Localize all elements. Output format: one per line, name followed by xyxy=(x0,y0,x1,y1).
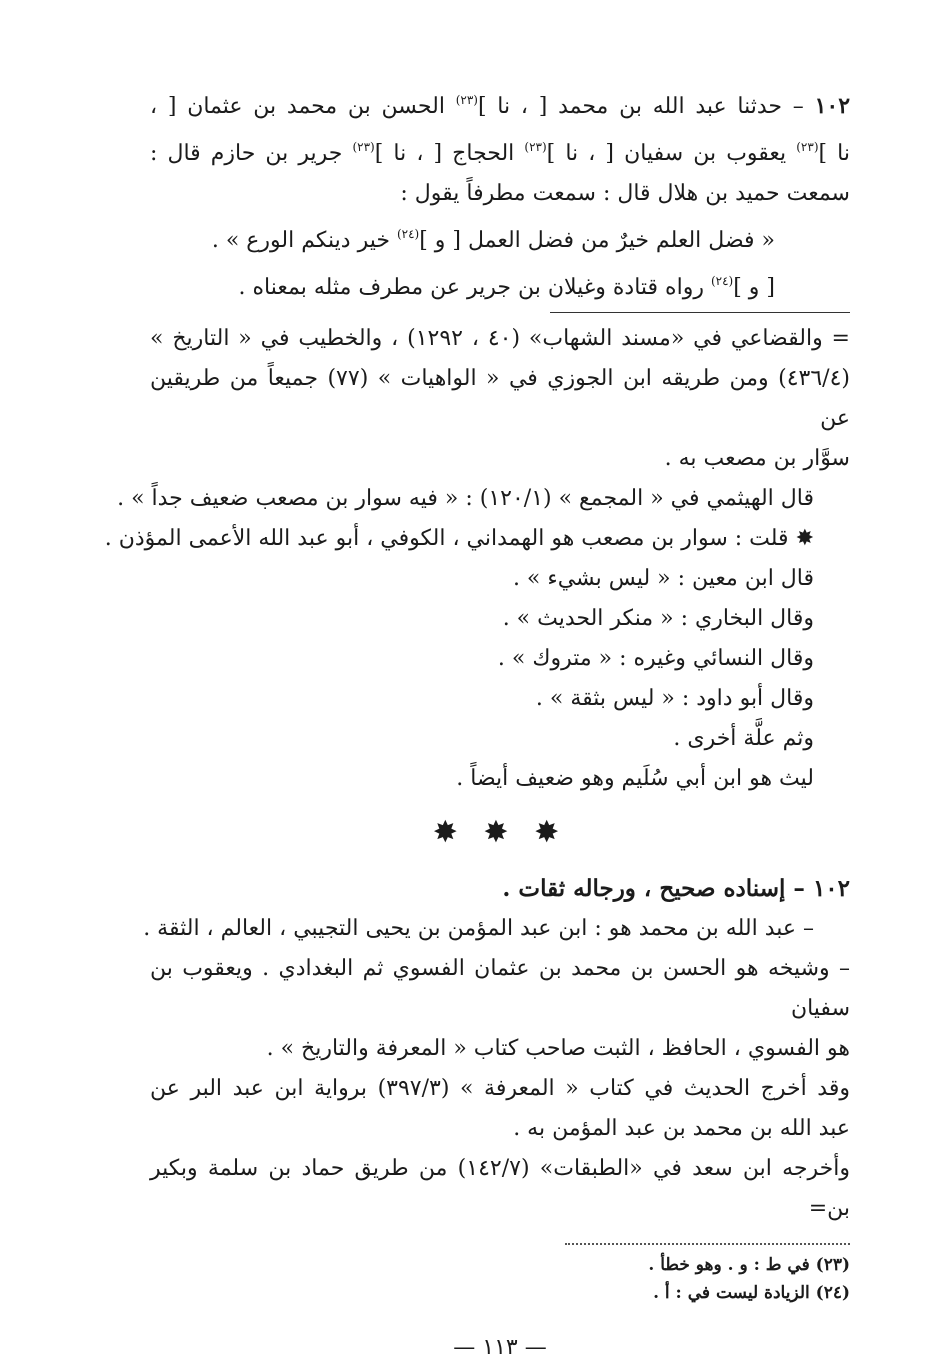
hadith-number: ١٠٢ xyxy=(814,93,851,119)
commentary-line: = والقضاعي في «مسند الشهاب» (٤٠ ، ١٢٩٢) ، والخطيب في « التاريخ » xyxy=(150,326,850,351)
hadith-line-3: سمعت حميد بن هلال قال : سمعت مطرفاً يقول : xyxy=(400,181,850,206)
footnote-divider xyxy=(565,1243,850,1245)
commentary-line: ✸ قلت : سوار بن مصعب هو الهمداني ، الكوفي ، أبو عبد الله الأعمى المؤذن . xyxy=(104,526,814,551)
footnote-ref: (٢٣) xyxy=(352,140,375,154)
commentary-line: قال ابن معين : « ليس بشيء » . xyxy=(512,566,814,591)
footnote-ref: (٢٣) xyxy=(796,140,819,154)
hadith-text: خير دينكم الورع » . xyxy=(211,228,390,253)
takhrij-line: – عبد الله بن محمد هو : ابن عبد المؤمن بن يحيى التجيبي ، العالم ، الثقة . xyxy=(143,916,814,941)
hadith-text: نا ] xyxy=(818,141,850,166)
hadith-line-2 xyxy=(150,127,850,174)
commentary-line: سوَّار بن مصعب به . xyxy=(664,446,850,471)
takhrij-line: هو الفسوي ، الحافظ ، الثبت صاحب كتاب « المعرفة والتاريخ » . xyxy=(266,1036,850,1061)
commentary-line: وثم علَّة أخرى . xyxy=(673,726,814,751)
commentary-line: (٤٣٦/٤) ومن طريقه ابن الجوزي في « الواهيات » (٧٧) جميعاً من طريقين عن xyxy=(150,366,851,431)
commentary-line: قال الهيثمي في « المجمع » (١٢٠/١) : « فيه سوار بن مصعب ضعيف جداً » . xyxy=(117,486,814,511)
takhrij-line: وأخرجه ابن سعد في «الطبقات» (١٤٢/٧) من طريق حماد بن سلمة وبكير بن= xyxy=(150,1156,850,1221)
takhrij-line: – وشيخه هو الحسن بن محمد بن عثمان الفسوي ثم البغدادي . ويعقوب بن سفيان xyxy=(150,956,850,1021)
footnote-ref: (٢٣) xyxy=(524,140,547,154)
hadith-line-4 xyxy=(150,214,850,261)
page-number: — ١١٣ — xyxy=(453,1335,547,1360)
footnote-ref: (٢٣) xyxy=(455,93,478,107)
hadith-text: يعقوب بن سفيان [ ، نا ] xyxy=(546,141,787,166)
star-ornament: ✸ ✸ ✸ xyxy=(432,815,568,850)
footnote-ref: (٢٤) xyxy=(710,274,734,288)
hadith-text: « فضل العلم خيرٌ من فضل العمل [ و ] xyxy=(419,228,775,253)
commentary-line: وقال أبو داود : « ليس بثقة » . xyxy=(535,686,814,711)
takhrij-line: وقد أخرج الحديث في كتاب « المعرفة » (٣٩٧/٣) برواية ابن عبد البر عن xyxy=(150,1076,850,1101)
hadith-text: – حدثنا عبد الله بن محمد [ ، نا ] xyxy=(477,94,804,119)
hadith-text: [ و ] xyxy=(733,275,775,300)
footnote: (٢٤) الزيادة ليست في : أ . xyxy=(653,1283,850,1303)
hadith-text: جرير بن حازم قال : xyxy=(150,141,343,166)
commentary-line: وقال البخاري : « منكر الحديث » . xyxy=(502,606,814,631)
hadith-text: رواه قتادة وغيلان بن جرير عن مطرف مثله بمعناه . xyxy=(238,275,704,300)
takhrij-heading: ١٠٢ – إسناده صحيح ، ورجاله ثقات . xyxy=(502,875,850,902)
hadith-text: الحسن بن محمد بن عثمان [ ، xyxy=(150,94,445,119)
commentary-line: وقال النسائي وغيره : « متروك » . xyxy=(497,646,814,671)
book-page xyxy=(104,80,851,1360)
footnote: (٢٣) في ط : و . وهو خطأ . xyxy=(648,1255,850,1275)
footnote-ref: (٢٤) xyxy=(396,227,420,241)
section-divider xyxy=(550,312,850,313)
takhrij-line: عبد الله بن محمد بن عبد المؤمن به . xyxy=(513,1116,850,1141)
hadith-line-1 xyxy=(150,80,850,127)
hadith-text: الحجاج [ ، نا ] xyxy=(374,141,515,166)
hadith-line-5 xyxy=(150,261,850,308)
commentary-line: ليث هو ابن أبي سُلَيم وهو ضعيف أيضاً . xyxy=(456,766,814,791)
